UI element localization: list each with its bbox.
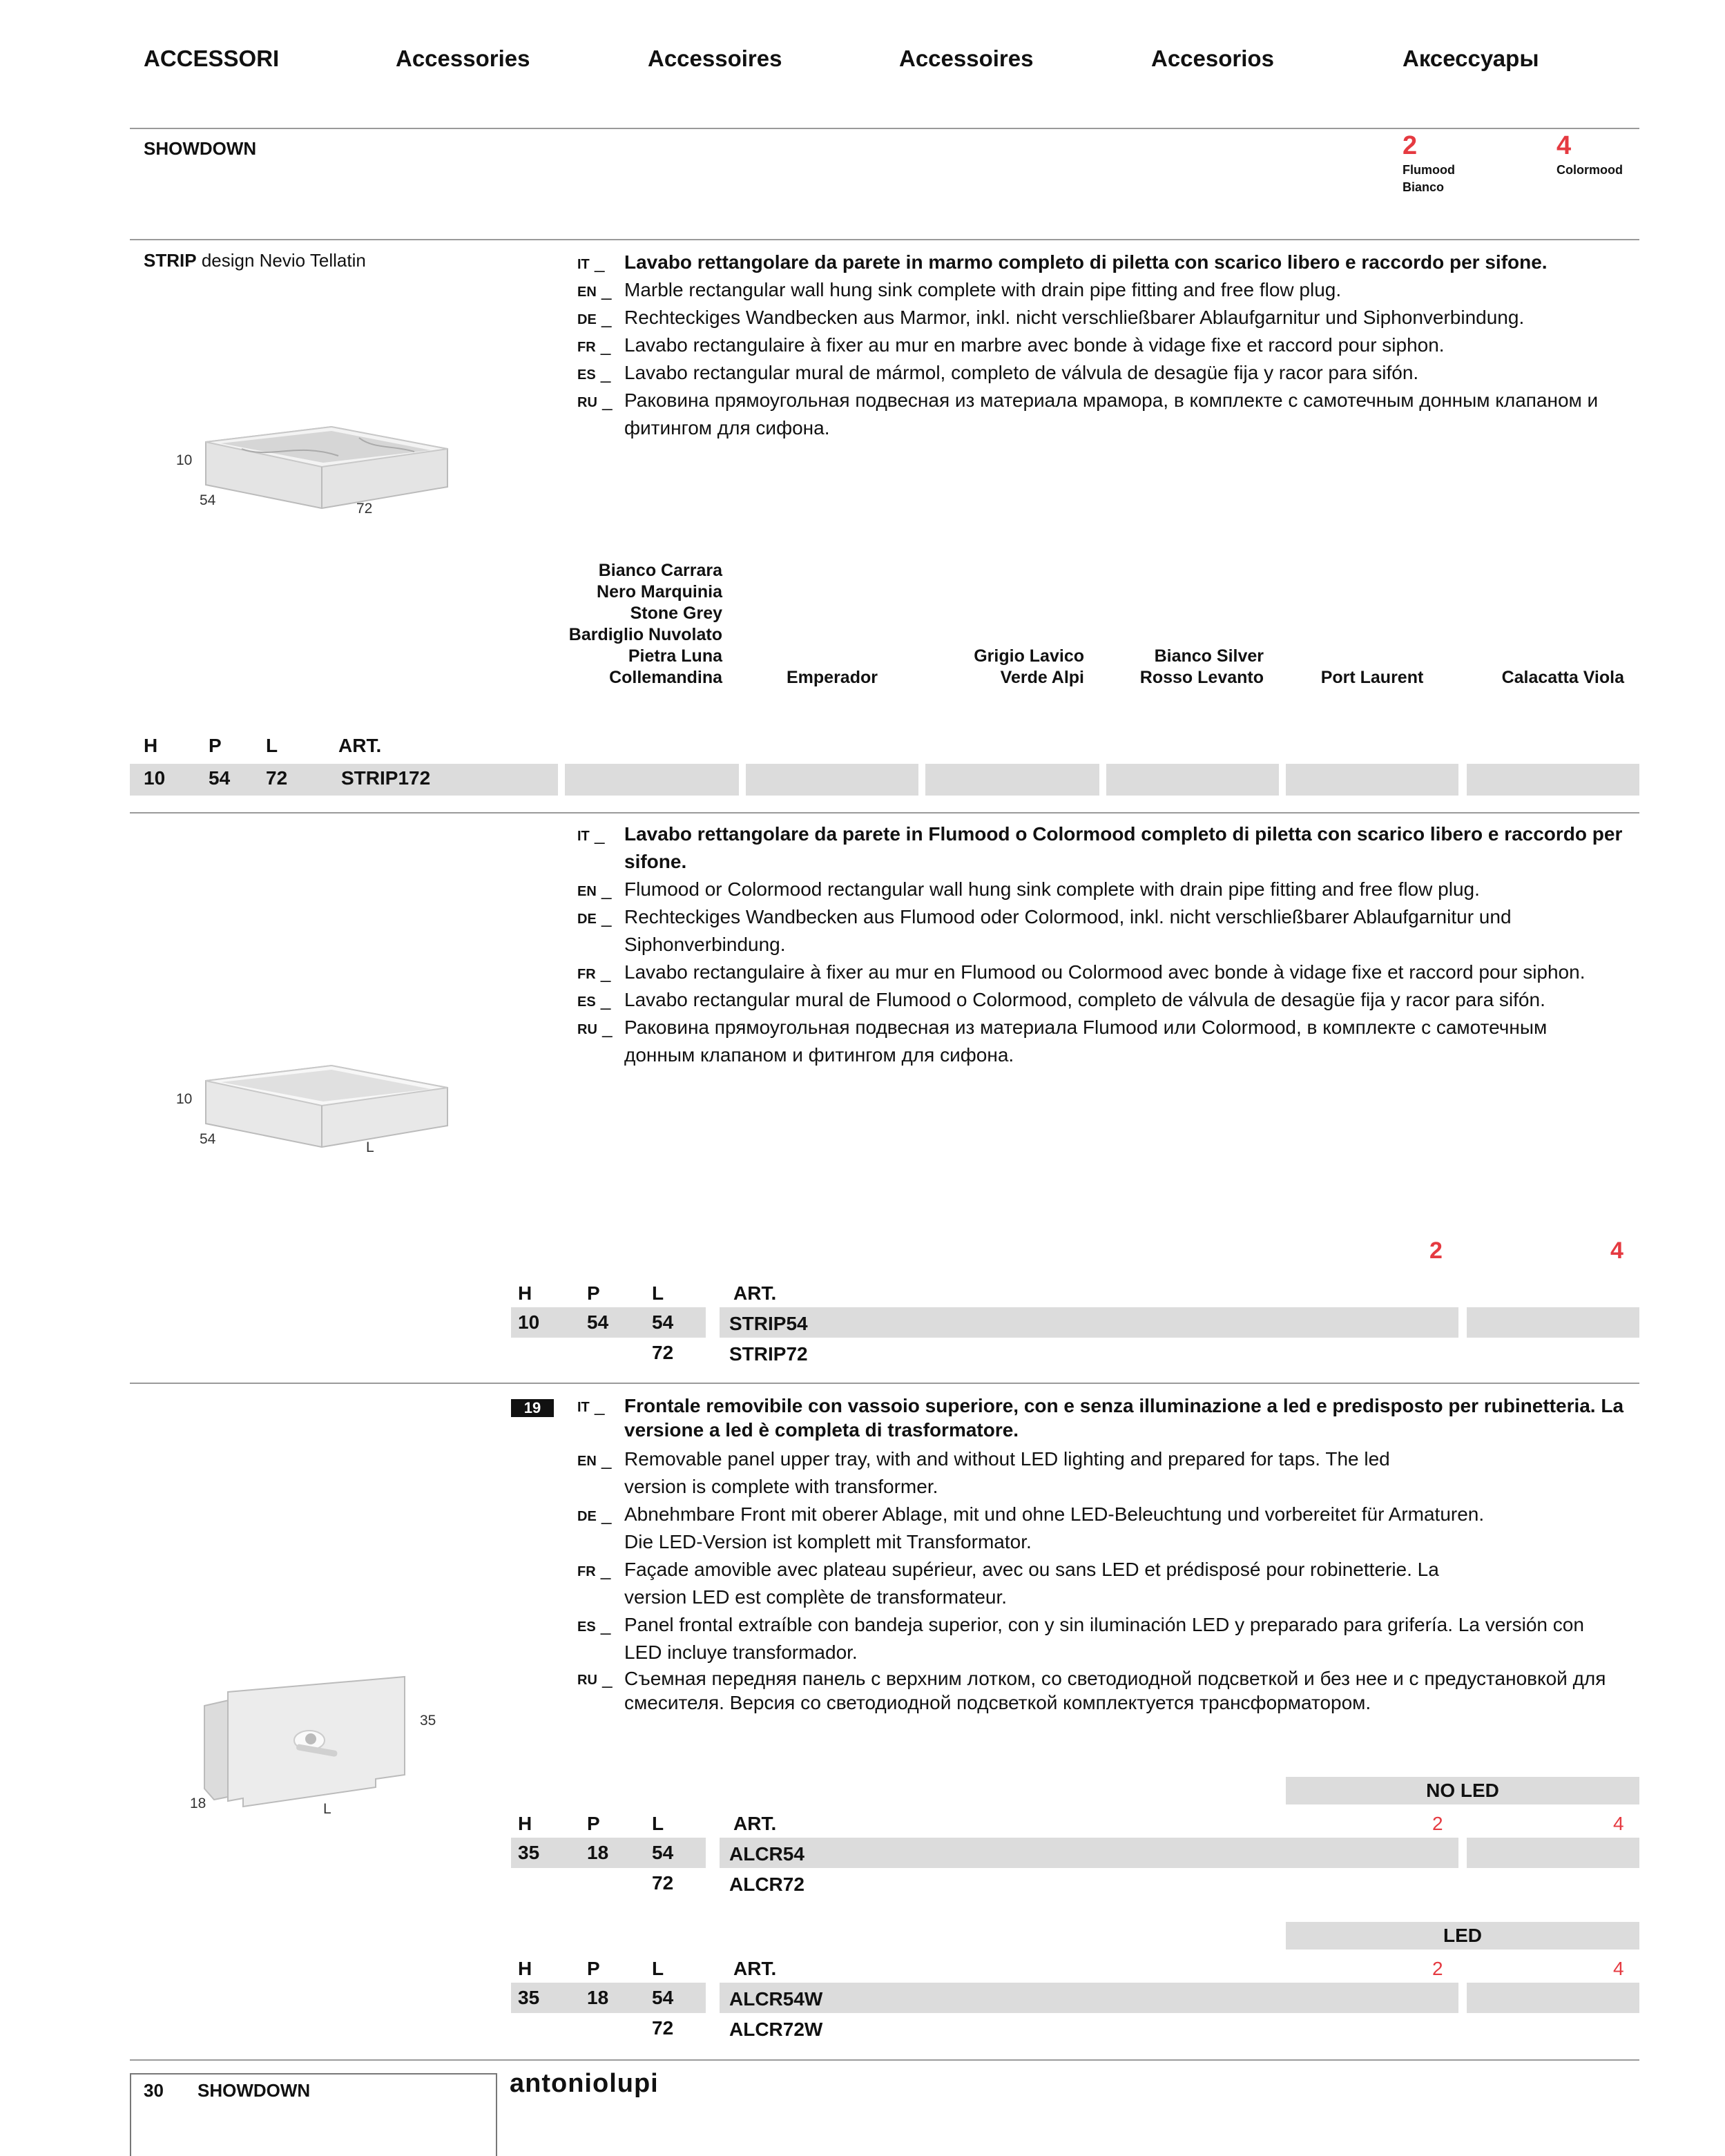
divider — [130, 128, 1639, 129]
finish-4-name: Colormood — [1557, 163, 1623, 177]
divider — [130, 2059, 1639, 2061]
desc-ru: RU _ Раковина прямоугольная подвесная из материала мрамора, в комплекте с самотечным донным клапаном и фитингом для сифона. — [577, 387, 1641, 442]
finish-cell — [1467, 1838, 1639, 1868]
col-header-l: L — [652, 1282, 664, 1304]
divider — [130, 1383, 1639, 1384]
desc-de: DE _ Rechteckiges Wandbecken aus Marmor, inkl. nicht verschließbarer Ablaufgarnitur und Siphonverbindung. — [577, 304, 1641, 331]
cell-art: ALCR72 — [729, 1874, 804, 1895]
finish-group-4: Bianco Silver Rosso Levanto — [1139, 646, 1264, 687]
col-header-p: P — [587, 1958, 600, 1979]
desc-en: EN _ Marble rectangular wall hung sink complete with drain pipe fitting and free flow plug. — [577, 276, 1641, 304]
desc-fr: FR _ Lavabo rectangulaire à fixer au mur en Flumood ou Colormood avec bonde à vidage fixe et raccord pour siphon. — [577, 959, 1641, 986]
cell-p: 54 — [209, 767, 231, 789]
col-header-l: L — [652, 1958, 664, 1979]
sink-flumood-illustration — [200, 1060, 456, 1157]
header-title-fr: Accessoires — [648, 46, 782, 71]
cell-l: 72 — [652, 1872, 674, 1894]
col-header-h: H — [144, 735, 158, 756]
col-header-l: L — [652, 1813, 664, 1834]
finish-cell — [1286, 764, 1458, 796]
col-header-p: P — [587, 1282, 600, 1304]
finish-4-number: 4 — [1613, 1958, 1624, 1979]
finish-2-number: 2 — [1432, 1813, 1443, 1834]
table-row — [720, 1983, 1458, 2013]
finish-group-5: Port Laurent — [1320, 668, 1424, 687]
dim-depth: 54 — [200, 1131, 216, 1147]
product-title — [144, 250, 366, 271]
col-header-h: H — [518, 1282, 532, 1304]
finish-2-name: Flumood — [1403, 163, 1455, 177]
finish-4-number: 4 — [1610, 1238, 1623, 1264]
cell-h: 10 — [518, 1311, 540, 1333]
dim-length: 72 — [356, 501, 373, 517]
desc-es: ES _ Lavabo rectangular mural de mármol, completo de válvula de desagüe fija y racor para sifón. — [577, 359, 1641, 387]
desc-en: EN _ Removable panel upper tray, with and without LED lighting and prepared for taps. The led version is complete with transformer. — [577, 1445, 1641, 1501]
dim-length: L — [323, 1801, 331, 1817]
finish-cell — [1467, 764, 1639, 796]
desc-es: ES _ Lavabo rectangular mural de Flumood o Colormood, completo de válvula de desagüe fija y racor para sifón. — [577, 986, 1641, 1014]
col-header-art: ART. — [733, 1282, 777, 1304]
table-row — [720, 1307, 1458, 1338]
col-header-art: ART. — [338, 735, 382, 756]
finish-cell — [746, 764, 918, 796]
cell-l: 72 — [652, 2017, 674, 2039]
finish-cell — [1467, 1983, 1639, 2013]
finish-group-3: Grigio Lavico Verde Alpi — [974, 646, 1084, 687]
col-header-l: L — [266, 735, 278, 756]
front-panel-illustration — [193, 1671, 421, 1809]
table-row — [720, 1838, 1458, 1868]
cell-art: ALCR72W — [729, 2019, 823, 2040]
finish-group-6: Calacatta Viola — [1501, 668, 1624, 687]
brand-logo: antoniolupi — [510, 2069, 659, 2098]
finish-2-number: 2 — [1429, 1238, 1443, 1264]
product3-description — [577, 1394, 1641, 1715]
divider — [130, 812, 1639, 814]
footer-box — [130, 2073, 497, 2156]
page-number: 30 — [144, 2080, 164, 2101]
desc-es: ES _ Panel frontal extraíble con bandeja superior, con y sin iluminación LED y preparado para grifería. La versión con LED incluye transformador. — [577, 1611, 1641, 1666]
product-designer: design Nevio Tellatin — [201, 250, 366, 271]
finish-2-sub: Bianco — [1403, 180, 1445, 194]
cell-art: ALCR54W — [729, 1988, 823, 2010]
desc-ru: RU _ Раковина прямоугольная подвесная из материала Flumood или Colormood, в комплекте с самотечным донным клапаном и фитингом для сифона. — [577, 1014, 1641, 1069]
desc-en: EN _ Flumood or Colormood rectangular wall hung sink complete with drain pipe fitting and free flow plug. — [577, 876, 1641, 903]
col-header-h: H — [518, 1813, 532, 1834]
finish-4-number: 4 — [1613, 1813, 1624, 1834]
cell-p: 18 — [587, 1842, 609, 1863]
header-title-it: ACCESSORI — [144, 46, 280, 71]
cell-l: 72 — [652, 1342, 674, 1363]
desc-fr: FR _ Lavabo rectangulaire à fixer au mur en marbre avec bonde à vidage fixe et raccord pour siphon. — [577, 331, 1641, 359]
finish-cell — [1106, 764, 1279, 796]
cell-art: STRIP54 — [729, 1313, 808, 1334]
no-led-label: NO LED — [1286, 1777, 1639, 1804]
desc-de: DE _ Abnehmbare Front mit oberer Ablage, mit und ohne LED-Beleuchtung und vorbereitet für Armaturen. Die LED-Version ist komplett mit Transformator. — [577, 1501, 1641, 1556]
dim-depth: 18 — [190, 1796, 206, 1811]
col-header-art: ART. — [733, 1958, 777, 1979]
header-title-ru: Аксессуары — [1403, 46, 1539, 71]
product1-description — [577, 249, 1641, 442]
finish-2-number: 2 — [1403, 131, 1418, 160]
divider — [130, 239, 1639, 240]
desc-it: IT _ Frontale removibile con vassoio superiore, con e senza illuminazione a led e predisposto per rubinetteria. La versione a led è completa di trasformatore. — [577, 1394, 1641, 1442]
dim-height: 10 — [176, 452, 193, 468]
finish-cell — [1467, 1307, 1639, 1338]
dim-height: 10 — [176, 1091, 193, 1107]
cell-h: 35 — [518, 1987, 540, 2008]
finish-group-1: Bianco Carrara Nero Marquinia Stone Grey Bardiglio Nuvolato Pietra Luna Collemandina — [568, 561, 722, 687]
col-header-art: ART. — [733, 1813, 777, 1834]
header-title-es: Accesorios — [1151, 46, 1274, 71]
finish-2-number: 2 — [1432, 1958, 1443, 1979]
cell-p: 54 — [587, 1311, 609, 1333]
collection-name: SHOWDOWN — [144, 138, 257, 159]
new-badge: 19 — [511, 1399, 554, 1417]
cell-p: 18 — [587, 1987, 609, 2008]
finish-group-2: Emperador — [787, 668, 878, 687]
finish-cell — [925, 764, 1099, 796]
desc-it: IT _ Lavabo rettangolare da parete in marmo completo di piletta con scarico libero e raccordo per sifone. — [577, 249, 1641, 276]
col-header-p: P — [209, 735, 222, 756]
finish-cell — [565, 764, 739, 796]
cell-l: 54 — [652, 1311, 674, 1333]
col-header-p: P — [587, 1813, 600, 1834]
cell-art: ALCR54 — [729, 1843, 804, 1865]
cell-h: 10 — [144, 767, 166, 789]
sink-marble-illustration — [200, 421, 456, 518]
product-name: STRIP — [144, 250, 197, 271]
cell-h: 35 — [518, 1842, 540, 1863]
header-title-de: Accessoires — [899, 46, 1034, 71]
product2-description — [577, 820, 1641, 1069]
col-header-h: H — [518, 1958, 532, 1979]
finish-4-number: 4 — [1557, 131, 1572, 160]
desc-de: DE _ Rechteckiges Wandbecken aus Flumood oder Colormood, inkl. nicht verschließbarer Ablaufgarnitur und Siphonverbindung. — [577, 903, 1641, 959]
cell-art: STRIP172 — [341, 767, 431, 789]
desc-it: IT _ Lavabo rettangolare da parete in Flumood o Colormood completo di piletta con scarico libero e raccordo per sifone. — [577, 820, 1641, 876]
cell-l: 72 — [266, 767, 288, 789]
header-title-en: Accessories — [396, 46, 530, 71]
dim-length: L — [366, 1139, 374, 1155]
desc-ru: RU _ Съемная передняя панель с верхним лотком, со светодиодной подсветкой и без нее и с предустановкой для смесителя. Версия со светодиодной подсветкой комплектуется трансформатором. — [577, 1666, 1641, 1715]
desc-fr: FR _ Façade amovible avec plateau supérieur, avec ou sans LED et prédisposé pour robinetterie. La version LED est complète de transformateur. — [577, 1556, 1641, 1611]
cell-l: 54 — [652, 1987, 674, 2008]
dim-depth: 54 — [200, 492, 216, 508]
led-label: LED — [1286, 1922, 1639, 1950]
footer-section: SHOWDOWN — [197, 2080, 311, 2101]
cell-art: STRIP72 — [729, 1343, 808, 1365]
cell-l: 54 — [652, 1842, 674, 1863]
dim-height: 35 — [420, 1713, 436, 1729]
